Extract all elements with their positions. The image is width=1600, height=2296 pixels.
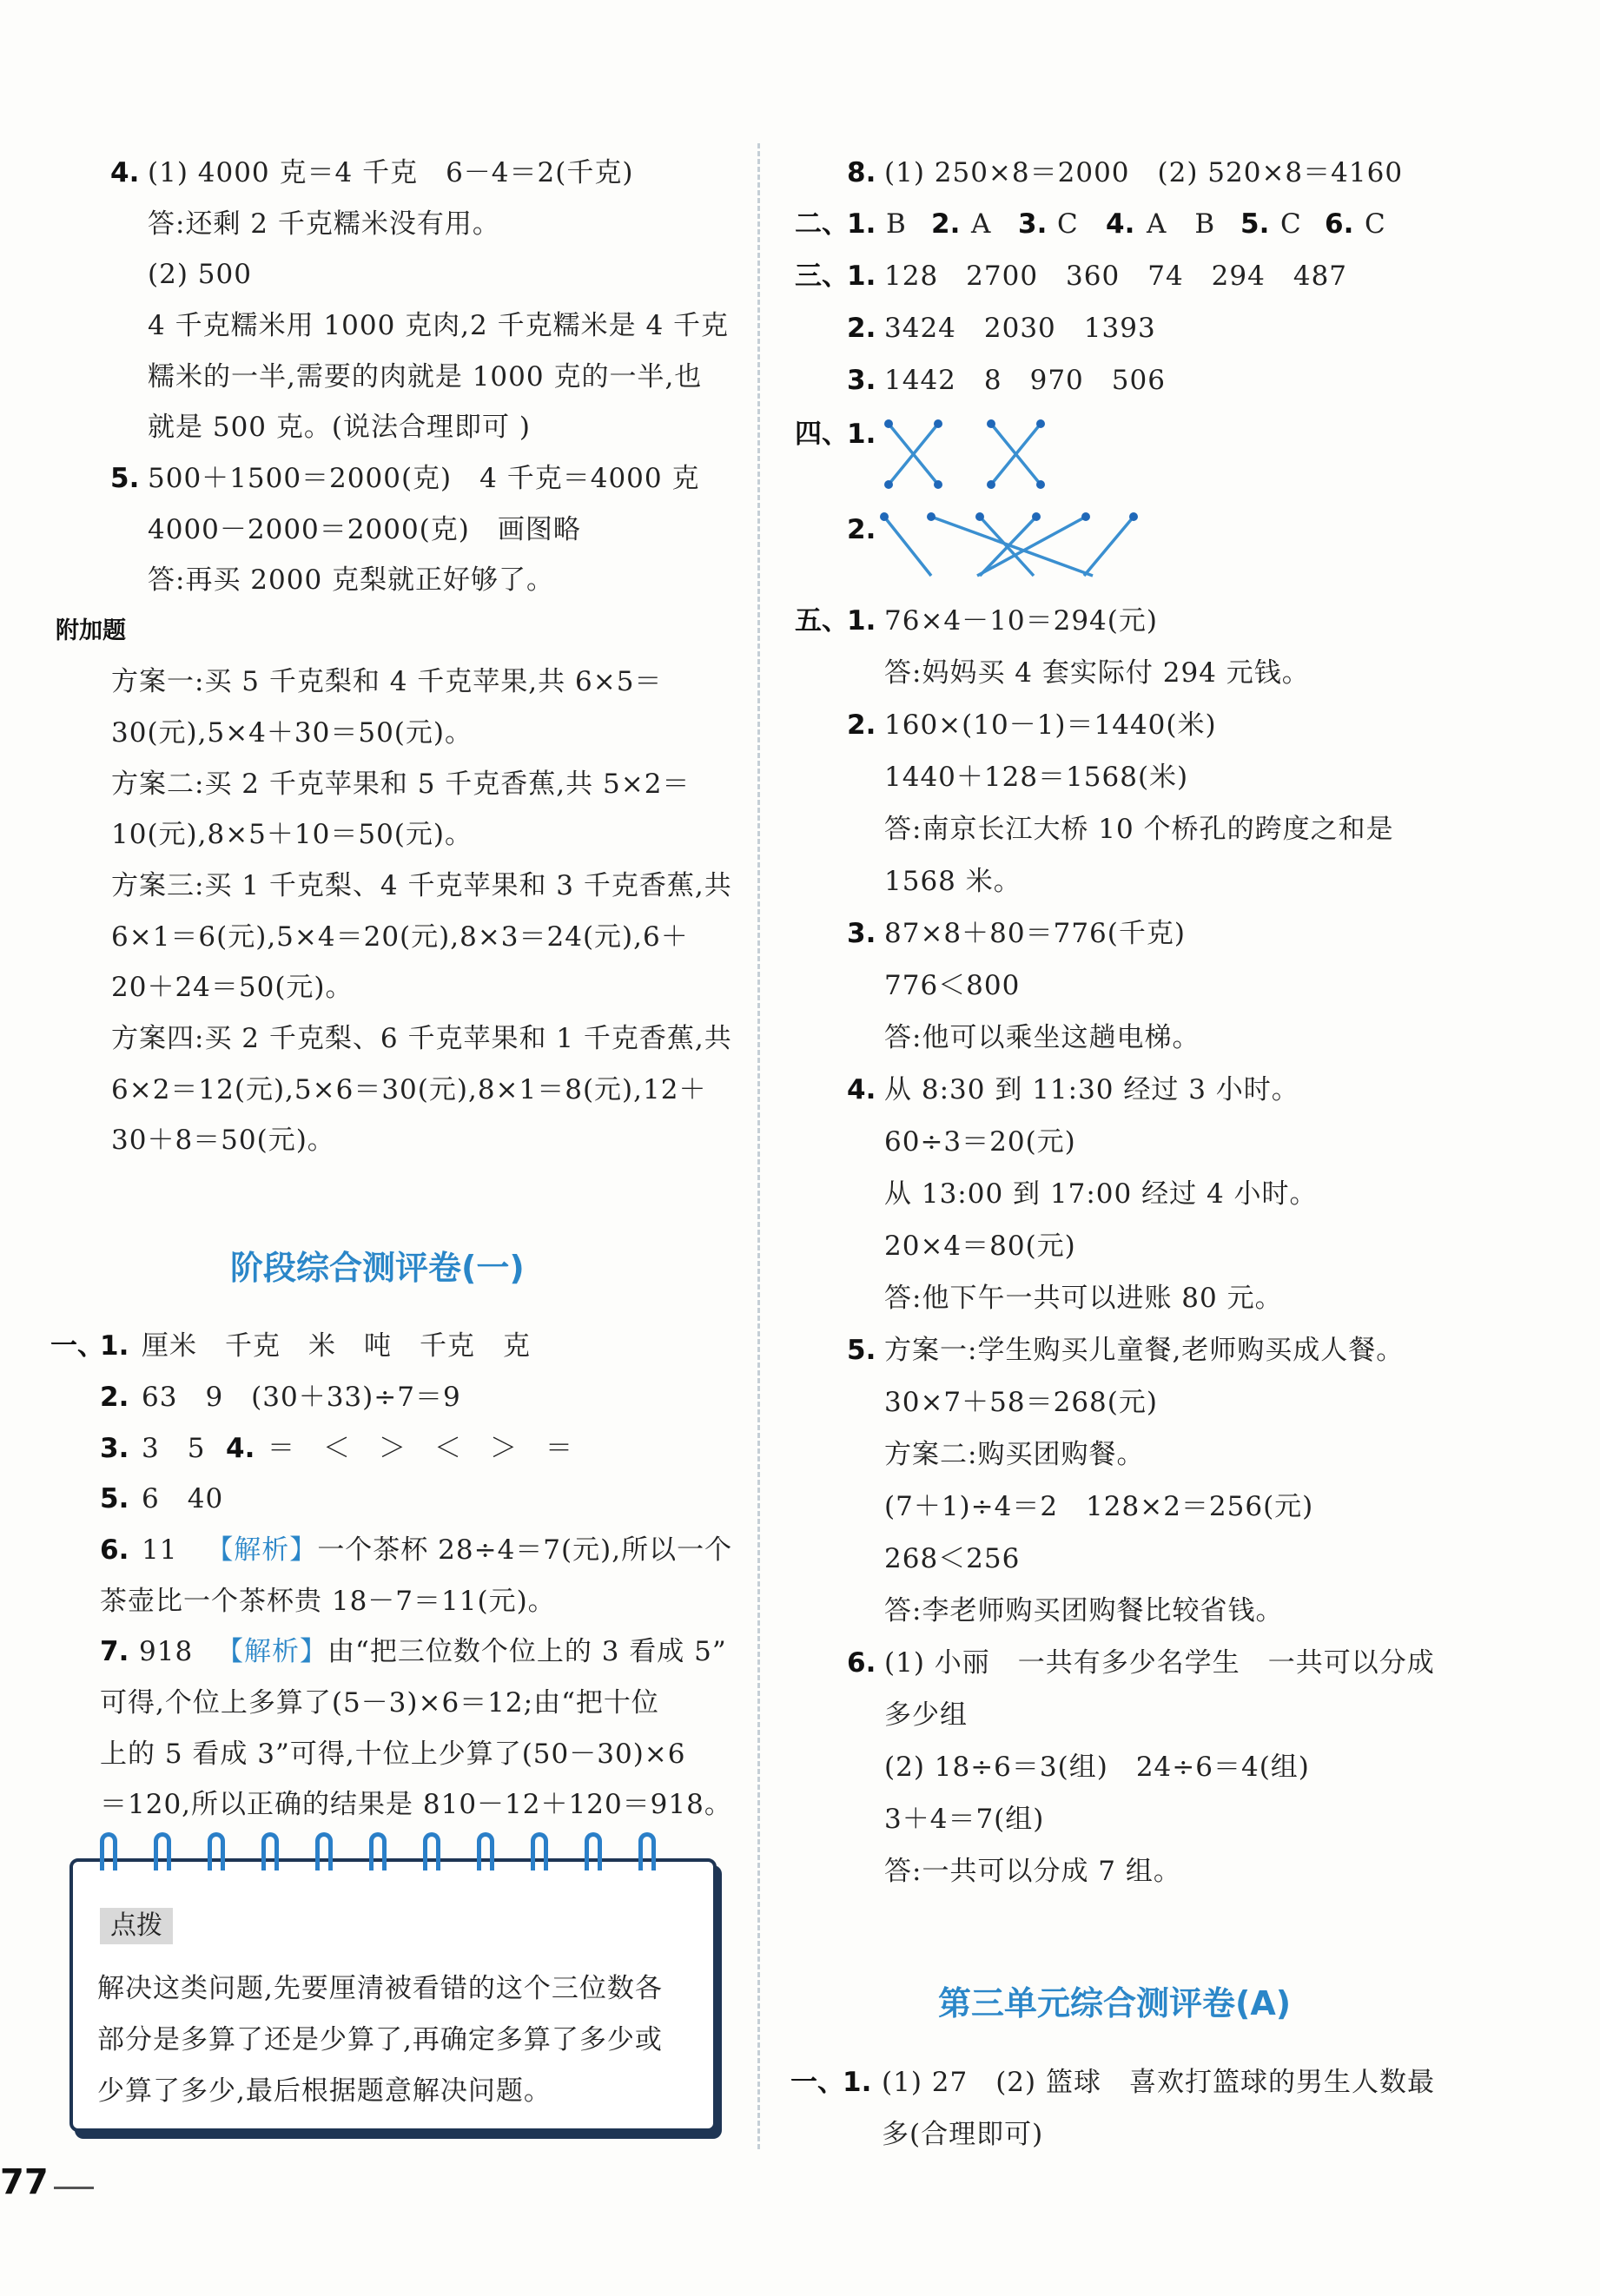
question-number: 2. bbox=[847, 313, 876, 344]
question-number: 1. bbox=[847, 208, 876, 240]
answer-line: A bbox=[971, 208, 992, 240]
question-number: 1. bbox=[847, 261, 876, 292]
matching-diagram-2 bbox=[877, 508, 1164, 582]
answer-line: 3 5 bbox=[142, 1433, 206, 1464]
answer-line: 从 13:00 到 17:00 经过 4 小时。 bbox=[884, 1178, 1318, 1210]
question-number: 1. bbox=[100, 1330, 129, 1362]
answer-line: 1442 8 970 506 bbox=[884, 365, 1166, 396]
answer-line: A B bbox=[1147, 208, 1216, 240]
tip-line: 少算了多少,最后根据题意解决问题。 bbox=[97, 2075, 552, 2107]
answer-line: 厘米 千克 米 吨 千克 克 bbox=[142, 1330, 531, 1362]
question-number: 1. bbox=[847, 605, 876, 637]
answer-line: (1) 250×8＝2000 (2) 520×8＝4160 bbox=[884, 157, 1404, 188]
answer-line: (1) 27 (2) 篮球 喜欢打篮球的男生人数最 bbox=[882, 2067, 1435, 2098]
question-number: 1. bbox=[843, 2067, 872, 2098]
answer-line: (7＋1)÷4＝2 128×2＝256(元) bbox=[884, 1491, 1314, 1522]
answer-line: C bbox=[1280, 208, 1302, 240]
matching-diagram-1 bbox=[882, 417, 986, 491]
question-number: 3. bbox=[847, 365, 876, 396]
answer-line: 就是 500 克。(说法合理即可 ) bbox=[148, 412, 531, 443]
answer-line: 多少组 bbox=[884, 1699, 968, 1731]
part-label: 一、 bbox=[50, 1330, 104, 1362]
answer-line: 从 8:30 到 11:30 经过 3 小时。 bbox=[884, 1074, 1299, 1105]
question-number: 2. bbox=[100, 1382, 129, 1413]
analysis-text: 一个茶杯 28÷4＝7(元),所以一个 bbox=[317, 1534, 733, 1566]
part-label: 一、 bbox=[790, 2067, 844, 2098]
answer-line: 20×4＝80(元) bbox=[884, 1230, 1076, 1262]
analysis-tag: 【解析】 bbox=[216, 1636, 328, 1667]
answer-line: 方案四:买 2 千克梨、6 千克苹果和 1 千克香蕉,共 bbox=[111, 1023, 732, 1054]
answer-line: 方案三:买 1 千克梨、4 千克苹果和 3 千克香蕉,共 bbox=[111, 870, 732, 901]
ring-icon bbox=[585, 1832, 602, 1870]
answer-line: 茶壶比一个茶杯贵 18－7＝11(元)。 bbox=[100, 1586, 556, 1617]
part-label: 五、 bbox=[795, 605, 849, 637]
question-number: 3. bbox=[100, 1433, 129, 1464]
answer-line: 答:南京长江大桥 10 个桥孔的跨度之和是 bbox=[884, 814, 1394, 845]
answer-line: 答:妈妈买 4 套实际付 294 元钱。 bbox=[884, 657, 1310, 689]
answer-line: 3424 2030 1393 bbox=[884, 313, 1156, 344]
question-number: 6. bbox=[1325, 208, 1354, 240]
answer-line: 30×7＋58＝268(元) bbox=[884, 1387, 1158, 1418]
answer-line: 1568 米。 bbox=[884, 866, 1021, 897]
answer-line: 多(合理即可) bbox=[882, 2119, 1044, 2150]
answer-line: 160×(10－1)＝1440(米) bbox=[884, 709, 1217, 741]
answer-line: (2) 500 bbox=[148, 259, 252, 290]
answer-line: 30(元),5×4＋30＝50(元)。 bbox=[111, 717, 473, 749]
ring-icon bbox=[423, 1832, 440, 1870]
section-title: 第三单元综合测评卷(A) bbox=[938, 1984, 1292, 2022]
answer-line: 63 9 (30＋33)÷7＝9 bbox=[142, 1382, 461, 1413]
answer-line: 答:他可以乘坐这趟电梯。 bbox=[884, 1022, 1200, 1053]
tip-line: 部分是多算了还是少算了,再确定多算了多少或 bbox=[97, 2024, 663, 2055]
answer-line: 上的 5 看成 3”可得,十位上少算了(50－30)×6 bbox=[100, 1738, 686, 1770]
question-number: 2. bbox=[847, 709, 876, 741]
answer-line: 答:李老师购买团购餐比较省钱。 bbox=[884, 1595, 1284, 1626]
answer-line: 答:他下午一共可以进账 80 元。 bbox=[884, 1283, 1283, 1314]
answer-line: C bbox=[1057, 208, 1079, 240]
question-number: 5. bbox=[100, 1483, 129, 1514]
question-number: 6. bbox=[847, 1647, 876, 1679]
answer-line: 方案一:学生购买儿童餐,老师购买成人餐。 bbox=[884, 1335, 1405, 1366]
page-number-rule bbox=[54, 2187, 94, 2189]
question-number: 5. bbox=[110, 463, 140, 494]
part-label: 三、 bbox=[795, 261, 849, 292]
question-number: 7. bbox=[100, 1636, 129, 1667]
answer-line: 76×4－10＝294(元) bbox=[884, 605, 1158, 637]
answer-line: 3＋4＝7(组) bbox=[884, 1804, 1045, 1835]
answer-line: 答:还剩 2 千克糯米没有用。 bbox=[148, 208, 500, 240]
question-number: 2. bbox=[931, 208, 961, 240]
answer-line: (1) 4000 克＝4 千克 6－4＝2(千克) bbox=[148, 157, 634, 188]
answer-line: 6×2＝12(元),5×6＝30(元),8×1＝8(元),12＋ bbox=[111, 1074, 707, 1105]
answer-line: (2) 18÷6＝3(组) 24÷6＝4(组) bbox=[884, 1752, 1310, 1783]
question-number: 5. bbox=[847, 1335, 876, 1366]
ring-icon bbox=[477, 1832, 494, 1870]
answer-line: 可得,个位上多算了(5－3)×6＝12;由“把十位 bbox=[100, 1687, 659, 1719]
answer-line: 776＜800 bbox=[884, 970, 1021, 1001]
answer-line: (1) 小丽 一共有多少名学生 一共可以分成 bbox=[884, 1647, 1435, 1679]
question-number: 4. bbox=[847, 1074, 876, 1105]
ring-icon bbox=[531, 1832, 548, 1870]
ring-icon bbox=[154, 1832, 171, 1870]
answer-line: 方案二:买 2 千克苹果和 5 千克香蕉,共 5×2＝ bbox=[111, 769, 691, 800]
answer-line: 10(元),8×5＋10＝50(元)。 bbox=[111, 819, 473, 850]
answer-line: 20＋24＝50(元)。 bbox=[111, 972, 354, 1003]
answer-line: 糯米的一半,需要的肉就是 1000 克的一半,也 bbox=[148, 361, 703, 393]
answer-value: 918 bbox=[139, 1636, 194, 1667]
question-number: 1. bbox=[847, 419, 876, 450]
answer-line: C bbox=[1365, 208, 1386, 240]
matching-diagram-1b bbox=[984, 417, 1088, 491]
answer-line: 500＋1500＝2000(克) 4 千克＝4000 克 bbox=[148, 463, 700, 494]
answer-line: 方案二:购买团购餐。 bbox=[884, 1439, 1145, 1470]
question-number: 3. bbox=[847, 918, 876, 949]
tip-line: 解决这类问题,先要厘清被看错的这个三位数各 bbox=[97, 1973, 663, 2004]
ring-icon bbox=[100, 1832, 117, 1870]
question-number: 2. bbox=[847, 514, 876, 545]
extra-title: 附加题 bbox=[56, 617, 126, 644]
answer-value: 11 bbox=[142, 1534, 178, 1566]
answer-line: 6 40 bbox=[142, 1483, 224, 1514]
part-label: 二、 bbox=[795, 208, 849, 240]
answer-line: 128 2700 360 74 294 487 bbox=[884, 261, 1348, 292]
ring-icon bbox=[261, 1832, 279, 1870]
column-divider bbox=[757, 143, 760, 2149]
answer-line: 1440＋128＝1568(米) bbox=[884, 762, 1189, 793]
answer-line: 6×1＝6(元),5×4＝20(元),8×3＝24(元),6＋ bbox=[111, 921, 689, 953]
question-number: 4. bbox=[110, 157, 140, 188]
ring-icon bbox=[208, 1832, 225, 1870]
ring-icon bbox=[638, 1832, 656, 1870]
ring-icon bbox=[369, 1832, 387, 1870]
answer-line: 268＜256 bbox=[884, 1543, 1021, 1574]
answer-line: 87×8＋80＝776(千克) bbox=[884, 918, 1186, 949]
answer-line: 方案一:买 5 千克梨和 4 千克苹果,共 6×5＝ bbox=[111, 666, 663, 697]
question-number: 3. bbox=[1018, 208, 1048, 240]
answer-line: 30＋8＝50(元)。 bbox=[111, 1125, 335, 1156]
page-number: 77 bbox=[0, 2162, 49, 2202]
part-label: 四、 bbox=[795, 419, 849, 450]
answer-line bbox=[139, 1634, 727, 1669]
answer-line: 答:一共可以分成 7 组。 bbox=[884, 1856, 1181, 1887]
answer-line bbox=[142, 1533, 732, 1567]
question-number: 4. bbox=[226, 1433, 255, 1464]
analysis-text: 由“把三位数个位上的 3 看成 5” bbox=[327, 1636, 727, 1667]
answer-line: 答:再买 2000 克梨就正好够了。 bbox=[148, 564, 555, 596]
ring-icon bbox=[315, 1832, 333, 1870]
question-number: 8. bbox=[847, 157, 876, 188]
answer-line: 60÷3＝20(元) bbox=[884, 1126, 1076, 1158]
question-number: 6. bbox=[100, 1534, 129, 1566]
answer-line: ＝ ＜ ＞ ＜ ＞ ＝ bbox=[268, 1433, 573, 1464]
tip-label: 点拨 bbox=[100, 1908, 173, 1944]
question-number: 5. bbox=[1240, 208, 1270, 240]
answer-line: 4000－2000＝2000(克) 画图略 bbox=[148, 514, 581, 545]
question-number: 4. bbox=[1106, 208, 1135, 240]
analysis-tag: 【解析】 bbox=[206, 1534, 318, 1566]
answer-line: 4 千克糯米用 1000 克肉,2 千克糯米是 4 千克 bbox=[148, 310, 730, 341]
section-title: 阶段综合测评卷(一) bbox=[230, 1249, 525, 1287]
answer-line: ＝120,所以正确的结果是 810－12＋120＝918。 bbox=[100, 1789, 732, 1820]
answer-line: B bbox=[886, 208, 907, 240]
